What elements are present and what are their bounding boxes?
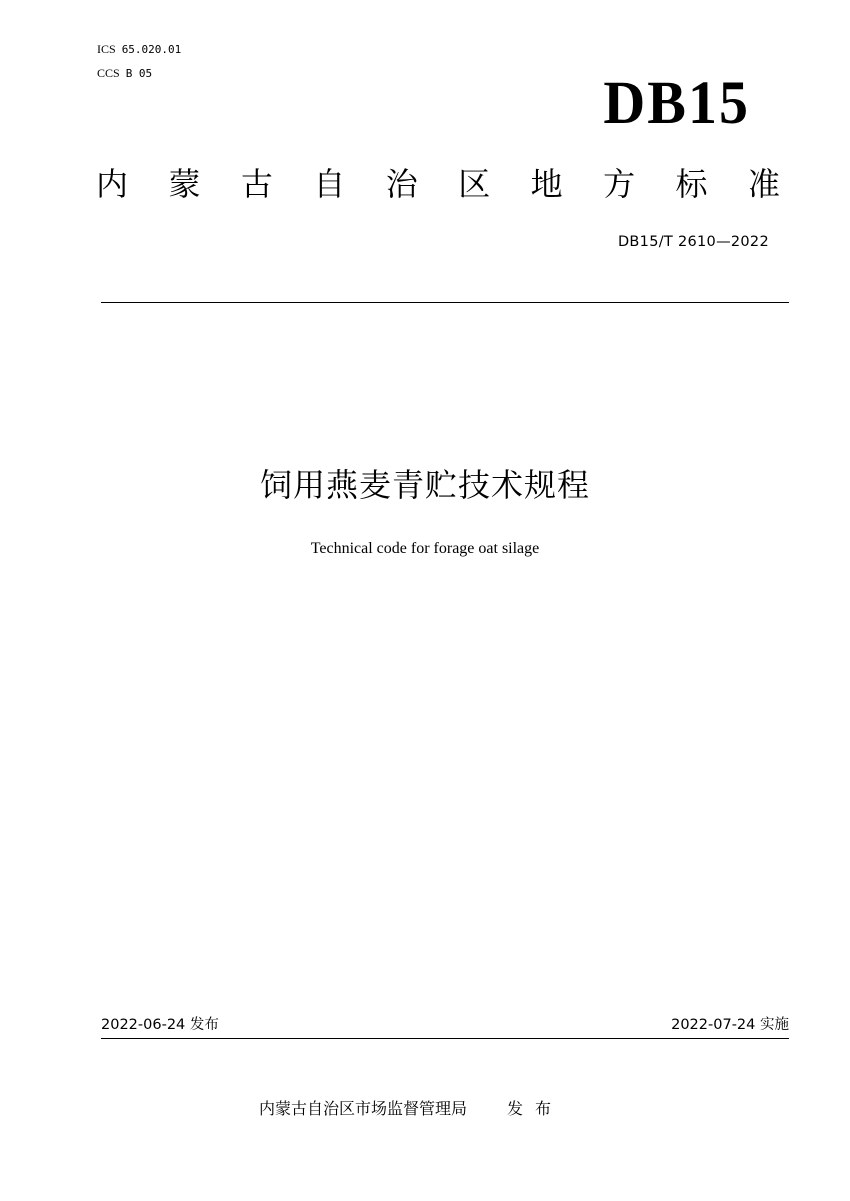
standard-type-char: 自 xyxy=(313,165,346,203)
footer-divider xyxy=(101,1038,789,1039)
ics-label: ICS xyxy=(97,42,116,56)
issuer-name: 内蒙古自治区市场监督管理局 xyxy=(259,1099,468,1118)
standard-type-char: 方 xyxy=(603,165,636,203)
ccs-code-line xyxy=(97,66,152,81)
standard-type-char: 古 xyxy=(240,165,273,203)
standard-type-char: 标 xyxy=(675,165,708,203)
ics-code: 65.020.01 xyxy=(121,43,182,56)
standard-type-char: 区 xyxy=(458,165,491,203)
standard-type-char: 蒙 xyxy=(168,165,201,203)
ccs-code: B 05 xyxy=(125,67,153,80)
db15-logo: DB15 xyxy=(603,68,750,137)
document-title-chinese: 饲用燕麦青贮技术规程 xyxy=(259,466,590,504)
ics-code-line xyxy=(97,42,181,57)
effective-date: 2022-07-24 实施 xyxy=(671,1017,789,1033)
publish-label: 发布 xyxy=(507,1099,564,1118)
issuer-line xyxy=(259,1098,563,1120)
header-divider xyxy=(101,302,789,303)
standard-type-char: 地 xyxy=(530,165,563,203)
issue-date: 2022-06-24 发布 xyxy=(101,1017,219,1033)
standard-type-heading xyxy=(96,162,780,206)
standard-type-char: 治 xyxy=(385,165,418,203)
standard-number: DB15/T 2610—2022 xyxy=(617,234,769,250)
document-title-english: Technical code for forage oat silage xyxy=(310,540,540,557)
standard-type-char: 准 xyxy=(747,165,780,203)
ccs-label: CCS xyxy=(97,66,120,80)
standard-type-char: 内 xyxy=(96,165,129,203)
